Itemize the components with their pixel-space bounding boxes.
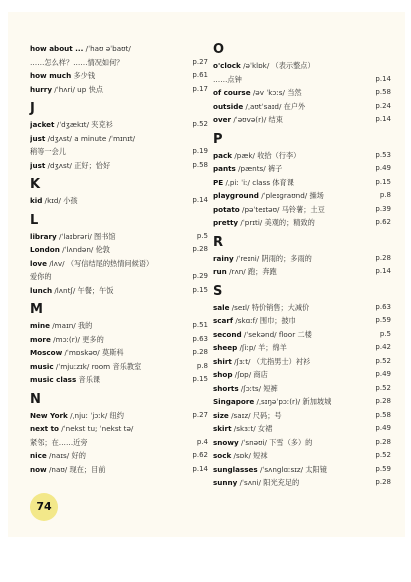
page-reference: p.59 <box>375 464 391 473</box>
headword: pretty <box>213 218 239 227</box>
headword: skirt <box>213 424 232 433</box>
page-reference: p.14 <box>375 115 391 123</box>
glossary-entry <box>30 132 208 159</box>
glossary-entry <box>213 162 391 176</box>
glossary-entry <box>213 113 391 127</box>
headword: Moscow <box>30 348 63 357</box>
glossary-entry <box>30 409 208 423</box>
headword: music <box>30 361 54 371</box>
definition: /lʌv/ （写信结尾的热情问候语） <box>46 258 154 268</box>
glossary-entry <box>30 69 208 83</box>
definition: /ʃiːp/ 羊；绵羊 <box>237 343 287 352</box>
glossary-entry <box>213 355 391 369</box>
glossary-entry <box>213 203 391 217</box>
headword: of course <box>213 88 251 97</box>
headword: kid <box>30 196 43 205</box>
glossary-entry <box>30 284 208 298</box>
glossary-entry <box>213 395 391 409</box>
headword: mine <box>30 321 50 330</box>
page-reference: p.28 <box>192 348 208 356</box>
page-reference: p.14 <box>375 267 391 275</box>
page-reference: p.52 <box>192 120 208 128</box>
glossary-entry <box>213 189 391 203</box>
glossary-entry <box>213 301 391 315</box>
headword: run <box>213 267 227 276</box>
headword: jacket <box>30 120 55 129</box>
definition: /pænts/ 裤子 <box>235 164 283 173</box>
headword: now <box>30 464 47 474</box>
definition: /skɑːf/ 围巾；披巾 <box>233 316 296 325</box>
definition-continued: 紧邻；在……近旁 <box>30 437 88 447</box>
definition: /ʃɜːt/ （尤指男士）衬衫 <box>231 356 311 366</box>
page-reference: p.52 <box>375 451 391 459</box>
glossary-entry <box>213 328 391 342</box>
headword: London <box>30 245 60 254</box>
glossary-entry <box>30 83 208 97</box>
page-reference: p.62 <box>375 218 391 226</box>
definition: /ˈlʌndən/ 伦敦 <box>59 245 110 254</box>
section-letter: P <box>213 131 223 147</box>
page-reference: p.51 <box>192 321 208 329</box>
page-reference: p.28 <box>192 245 208 253</box>
headword: potato <box>213 204 240 214</box>
definition: /pæk/ 收拾（行李） <box>232 150 301 160</box>
page-reference: p.4 <box>196 437 208 446</box>
page-reference: p.14 <box>375 74 391 83</box>
definition: /ˈmɒskəʊ/ 莫斯科 <box>62 348 124 357</box>
definition: /ˈprɪti/ 美观的；精致的 <box>238 218 315 227</box>
page-reference: p.28 <box>375 397 391 405</box>
headword: o'clock <box>213 61 241 70</box>
glossary-entry <box>213 265 391 279</box>
glossary-entry <box>213 176 391 190</box>
headword: shop <box>213 370 233 379</box>
glossary-entry <box>30 257 208 284</box>
definition: /saɪz/ 尺码；号 <box>228 410 282 420</box>
definition: /maɪn/ 我的 <box>49 321 93 330</box>
headword: music class <box>30 375 77 384</box>
headword: next to <box>30 424 59 433</box>
glossary-entry <box>213 382 391 396</box>
page-reference: p.58 <box>375 410 391 419</box>
page-reference: p.15 <box>192 285 208 294</box>
headword: nice <box>30 451 47 460</box>
glossary-entry <box>213 449 391 463</box>
glossary-entry <box>213 463 391 477</box>
definition: /skɜːt/ 女裙 <box>231 424 273 433</box>
page-reference: p.58 <box>375 88 391 96</box>
definition: /ˌpiː ˈiː/ class 体育课 <box>223 177 294 187</box>
page-reference: p.52 <box>375 383 391 392</box>
page-reference: p.49 <box>375 164 391 172</box>
headword: sunglasses <box>213 464 258 474</box>
definition: /lʌntʃ/ 午餐；午饭 <box>52 285 114 295</box>
headword: over <box>213 115 232 124</box>
page-reference: p.59 <box>375 316 391 324</box>
headword: how about ... <box>30 44 84 53</box>
section-letter: O <box>213 42 225 57</box>
headword: playground <box>213 191 259 200</box>
definition: /əˈklɒk/ （表示整点） <box>240 61 315 70</box>
definition: /naʊ/ 现在；目前 <box>46 464 106 474</box>
page-reference: p.19 <box>192 147 208 155</box>
glossary-entry <box>213 86 391 100</box>
definition: 音乐课 <box>76 375 101 384</box>
definition: /ˈpleɪɡraʊnd/ 操场 <box>258 191 324 200</box>
headword: just <box>30 133 46 143</box>
section-letter: S <box>213 283 223 299</box>
glossary-entry <box>213 149 391 163</box>
glossary-entry <box>30 118 208 132</box>
headword: Singapore <box>213 397 255 406</box>
section-letter: N <box>30 391 41 407</box>
glossary-entry <box>213 314 391 328</box>
glossary-entry <box>213 59 391 86</box>
page-reference: p.58 <box>192 160 208 169</box>
page-reference: p.14 <box>192 464 208 473</box>
headword: PE <box>213 177 224 187</box>
page-reference: p.27 <box>192 410 208 419</box>
headword: library <box>30 231 57 241</box>
definition-continued: 稍等一会儿 <box>30 147 66 156</box>
page-reference: p.52 <box>375 356 391 365</box>
definition: /seɪl/ 特价销售；大减价 <box>229 302 310 312</box>
page-reference: p.5 <box>379 329 391 338</box>
definition: /ˈhaʊ əˈbaʊt/ <box>83 44 131 53</box>
section-letter: R <box>213 234 224 250</box>
page-reference: p.63 <box>192 334 208 343</box>
definition: /ˈsʌnɡlɑːsɪz/ 太阳镜 <box>257 464 327 474</box>
headword: rainy <box>213 253 234 263</box>
definition: /ˈsnəʊi/ 下雪（多）的 <box>238 437 313 447</box>
page-reference: p.15 <box>192 375 208 383</box>
page-reference: p.24 <box>375 101 391 110</box>
glossary-entry <box>213 422 391 436</box>
definition: /dʒʌst/ a minute /ˈmɪnɪt/ <box>45 133 136 143</box>
definition: /əv ˈkɔːs/ 当然 <box>250 88 302 97</box>
definition: /ˈdʒækɪt/ 夹克衫 <box>54 120 113 129</box>
headword: sock <box>213 451 232 460</box>
definition: /mɔː(r)/ 更多的 <box>50 334 104 344</box>
definition: /ˈhʌri/ up 快点 <box>52 84 103 94</box>
glossary-entry <box>30 449 208 463</box>
headword: how much <box>30 71 72 80</box>
page-reference: p.29 <box>192 272 208 280</box>
definition: /ˈmjuːzɪk/ room 音乐教室 <box>53 361 142 371</box>
page-reference: p.39 <box>375 204 391 213</box>
page-reference: p.14 <box>192 196 208 204</box>
glossary-entry <box>213 252 391 266</box>
headword: more <box>30 334 51 344</box>
glossary-entry <box>213 409 391 423</box>
glossary-entry <box>30 194 208 208</box>
page-reference: p.61 <box>192 71 208 79</box>
glossary-column-left <box>30 42 208 476</box>
headword: shirt <box>213 356 232 366</box>
definition: /ˈsekənd/ floor 二楼 <box>241 329 312 339</box>
definition: /ˌsɪŋəˈpɔː(r)/ 新加坡城 <box>254 397 332 406</box>
page-reference: p.28 <box>375 253 391 262</box>
page-reference: p.62 <box>192 451 208 459</box>
page-number: 74 <box>36 500 52 513</box>
headword: New York <box>30 410 68 420</box>
page-reference: p.15 <box>375 177 391 186</box>
glossary-entry <box>30 360 208 374</box>
glossary-entry <box>213 100 391 114</box>
page-reference: p.8 <box>196 361 208 370</box>
headword: pants <box>213 164 236 173</box>
page-reference: p.28 <box>375 437 391 446</box>
section-letter: K <box>30 177 41 192</box>
glossary-entry <box>213 368 391 382</box>
definition: /ˈreɪni/ 阴雨的；多雨的 <box>233 253 312 263</box>
definition: /ʃɒp/ 商店 <box>232 370 268 379</box>
definition-continued: 爱你的 <box>30 272 52 281</box>
page-reference: p.63 <box>375 302 391 311</box>
section-letter: L <box>30 212 39 228</box>
page-reference: p.17 <box>192 84 208 93</box>
glossary-entry <box>30 42 208 69</box>
glossary-entry <box>213 476 391 490</box>
definition: /ˈsʌni/ 阳光充足的 <box>237 478 300 487</box>
glossary-entry <box>30 373 208 387</box>
page-reference: p.53 <box>375 150 391 159</box>
page-reference: p.28 <box>375 478 391 486</box>
definition-continued: ……怎么样？……情况如何？ <box>30 57 124 67</box>
page-reference: p.8 <box>379 191 391 199</box>
headword: second <box>213 329 242 339</box>
headword: pack <box>213 150 233 160</box>
section-letter: J <box>30 101 35 116</box>
definition: /sɒk/ 短袜 <box>231 451 268 460</box>
page-reference: p.5 <box>196 231 208 240</box>
definition-continued: ……点钟 <box>213 74 242 84</box>
headword: snowy <box>213 437 239 447</box>
headword: love <box>30 258 47 268</box>
definition: /rʌn/ 跑；奔跑 <box>226 267 277 276</box>
glossary-entry <box>30 422 208 449</box>
glossary-entry <box>30 346 208 360</box>
glossary-entry <box>30 333 208 347</box>
glossary-entry <box>213 341 391 355</box>
definition: /kɪd/ 小孩 <box>42 196 78 205</box>
definition: /ʃɔːts/ 短裤 <box>238 383 278 393</box>
section-letter: M <box>30 302 43 317</box>
headword: scarf <box>213 316 234 325</box>
page-reference: p.42 <box>375 343 391 351</box>
page-reference: p.49 <box>375 424 391 432</box>
definition: 多少钱 <box>71 71 96 80</box>
definition: /ˈəʊvə(r)/ 结束 <box>231 115 283 124</box>
glossary-column-right <box>213 42 391 490</box>
glossary-entry <box>30 243 208 257</box>
definition: /ˈlaɪbrəri/ 图书馆 <box>56 231 116 241</box>
definition: /dʒʌst/ 正好；恰好 <box>45 160 111 170</box>
headword: hurry <box>30 84 53 94</box>
headword: shorts <box>213 383 239 393</box>
glossary-entry <box>30 230 208 244</box>
headword: outside <box>213 101 244 111</box>
page-number-badge <box>30 493 58 521</box>
glossary-entry <box>30 159 208 173</box>
headword: lunch <box>30 285 53 295</box>
glossary-entry <box>213 436 391 450</box>
headword: sheep <box>213 343 238 352</box>
glossary-entry <box>30 319 208 333</box>
headword: sunny <box>213 478 238 487</box>
definition: /ˈnekst tu; ˈnekst tə/ <box>58 424 134 433</box>
page-reference: p.27 <box>192 57 208 66</box>
glossary-entry <box>30 463 208 477</box>
headword: size <box>213 410 229 420</box>
definition: /pəˈteɪtəʊ/ 马铃薯；土豆 <box>239 204 325 214</box>
headword: sale <box>213 302 230 312</box>
book-page <box>8 12 405 537</box>
glossary-entry <box>213 216 391 230</box>
headword: just <box>30 160 46 170</box>
definition: /naɪs/ 好的 <box>46 451 86 460</box>
definition: /ˌnjuː ˈjɔːk/ 纽约 <box>67 410 124 420</box>
page-reference: p.49 <box>375 370 391 378</box>
definition: /ˌaʊtˈsaɪd/ 在户外 <box>243 101 306 111</box>
